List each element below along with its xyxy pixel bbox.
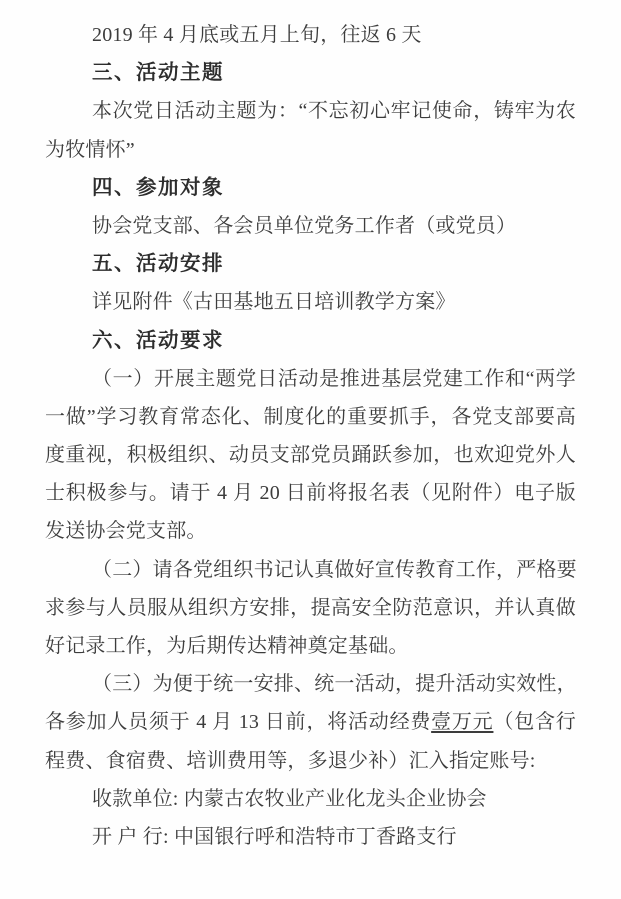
doc-line: 好记录工作，为后期传达精神奠定基础。 (45, 635, 409, 657)
doc-line: 士积极参与。请于 4 月 20 日前将报名表（见附件）电子版 (45, 482, 576, 505)
doc-heading-topic: 三、活动主题 (92, 61, 224, 85)
doc-line: （二）请各党组织书记认真做好宣传教育工作，严格要 (92, 558, 577, 581)
doc-line: 详见附件《古田基地五日培训教学方案》 (92, 291, 456, 314)
doc-line: 协会党支部、各会员单位党务工作者（或党员） (92, 214, 517, 237)
fee-text-after: （包含行 (493, 711, 576, 734)
doc-line: 本次党日活动主题为：“不忘初心牢记使命，铸牢为农 (92, 100, 576, 123)
doc-line-payee: 收款单位: 内蒙古农牧业产业化龙头企业协会 (92, 787, 487, 810)
doc-line-bank: 开 户 行: 中国银行呼和浩特市丁香路支行 (92, 825, 457, 848)
doc-line: （三）为便于统一安排、统一活动，提升活动实效性， (92, 673, 577, 696)
doc-line: （一）开展主题党日活动是推进基层党建工作和“两学 (92, 367, 576, 390)
fee-text-before: 各参加人员须于 4 月 13 日前，将活动经费 (45, 711, 432, 734)
fee-amount-underlined: 壹万元 (431, 711, 494, 734)
doc-line: 为牧情怀” (45, 138, 135, 161)
doc-heading-participants: 四、参加对象 (92, 175, 224, 199)
doc-heading-requirements: 六、活动要求 (92, 328, 224, 352)
doc-line: 一做”学习教育常态化、制度化的重要抓手，各党支部要高 (45, 405, 576, 428)
doc-line-date: 2019 年 4 月底或五月上旬，往返 6 天 (92, 24, 422, 46)
doc-line: 程费、食宿费、培训费用等，多退少补）汇入指定账号: (45, 749, 536, 772)
doc-line: 发送协会党支部。 (45, 520, 207, 543)
doc-line: 度重视，积极组织、动员支部党员踊跃参加，也欢迎党外人 (45, 444, 576, 467)
doc-line-fee (45, 703, 576, 741)
doc-heading-arrangement: 五、活动安排 (92, 252, 224, 276)
doc-line: 求参与人员服从组织方安排，提高安全防范意识，并认真做 (45, 596, 576, 619)
